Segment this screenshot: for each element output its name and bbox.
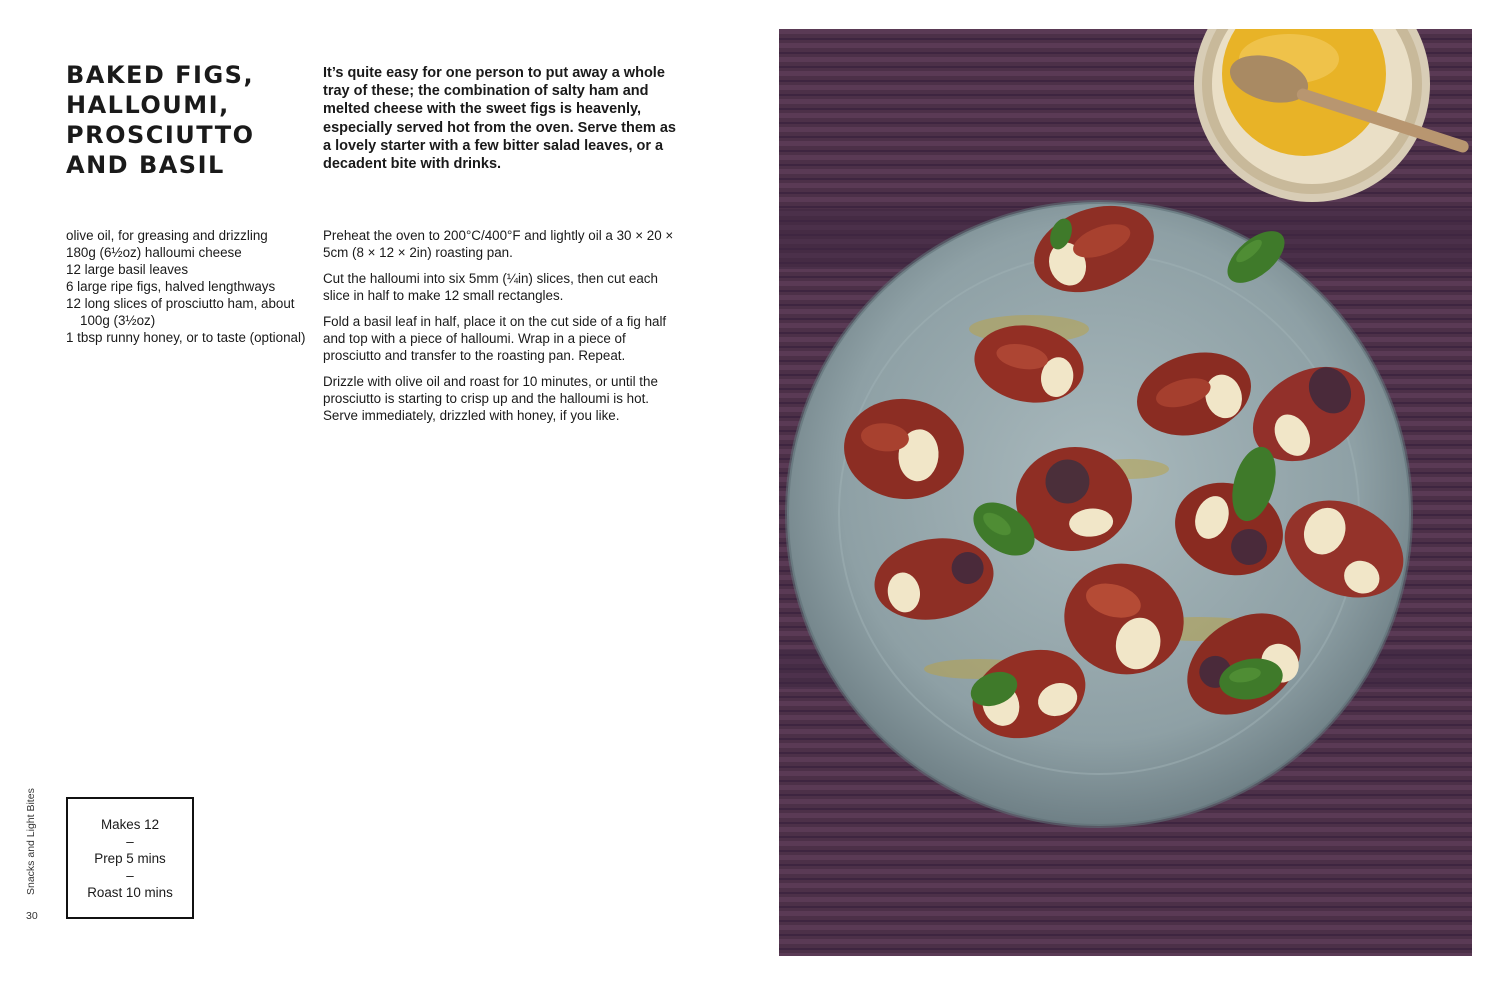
ingredients-list [66,227,306,346]
prep-time-label: Prep 5 mins [94,850,166,866]
page-number: 30 [26,910,38,922]
food-photo-illustration [779,29,1472,956]
food-photo [779,29,1472,956]
method-step: Preheat the oven to 200°C/400°F and lightly oil a 30 × 20 × 5cm (8 × 12 × 2in) roasting pan. [323,228,674,260]
title-line-4: AND BASIL [66,151,225,179]
ingredient-item: 6 large ripe figs, halved lengthways [66,279,276,294]
method-step: Drizzle with olive oil and roast for 10 minutes, or until the prosciutto is starting to crisp up and the halloumi is hot. Serve immediately, drizzled with honey, if you like. [323,374,658,423]
ingredient-item: 1 tbsp runny honey, or to taste (optional) [66,330,306,345]
title-line-3: PROSCIUTTO [66,121,255,149]
ingredient-item: 12 large basil leaves [66,262,189,277]
info-separator: – [126,867,134,883]
title-line-1: BAKED FIGS, [66,61,255,89]
makes-label: Makes 12 [100,816,160,832]
roast-time-label: Roast 10 mins [87,884,173,900]
method-steps [323,227,678,433]
method-step: Cut the halloumi into six 5mm (¼in) slices, then cut each slice in half to make 12 small rectangles. [323,271,658,303]
section-label: Snacks and Light Bites [25,788,37,895]
method-step: Fold a basil leaf in half, place it on the cut side of a fig half and top with a piece of halloumi. Wrap in a piece of prosciutto and transfer to the roasting pan. Repeat. [323,314,667,363]
ingredient-item: olive oil, for greasing and drizzling [66,228,268,243]
title-line-2: HALLOUMI, [66,91,230,119]
recipe-info-box [66,797,194,919]
ingredient-item: 12 long slices of prosciutto ham, about 100g (3½oz) [66,296,295,328]
recipe-intro: It’s quite easy for one person to put away a whole tray of these; the combination of salty ham and melted cheese with the sweet figs is heavenly, especially served hot from the oven. Serve them as a lovely starter with a few bitter salad leaves, or a decadent bite with drinks. [323,65,676,173]
info-separator: – [126,833,134,849]
recipe-title [66,60,306,180]
ingredient-item: 180g (6½oz) halloumi cheese [66,245,242,260]
